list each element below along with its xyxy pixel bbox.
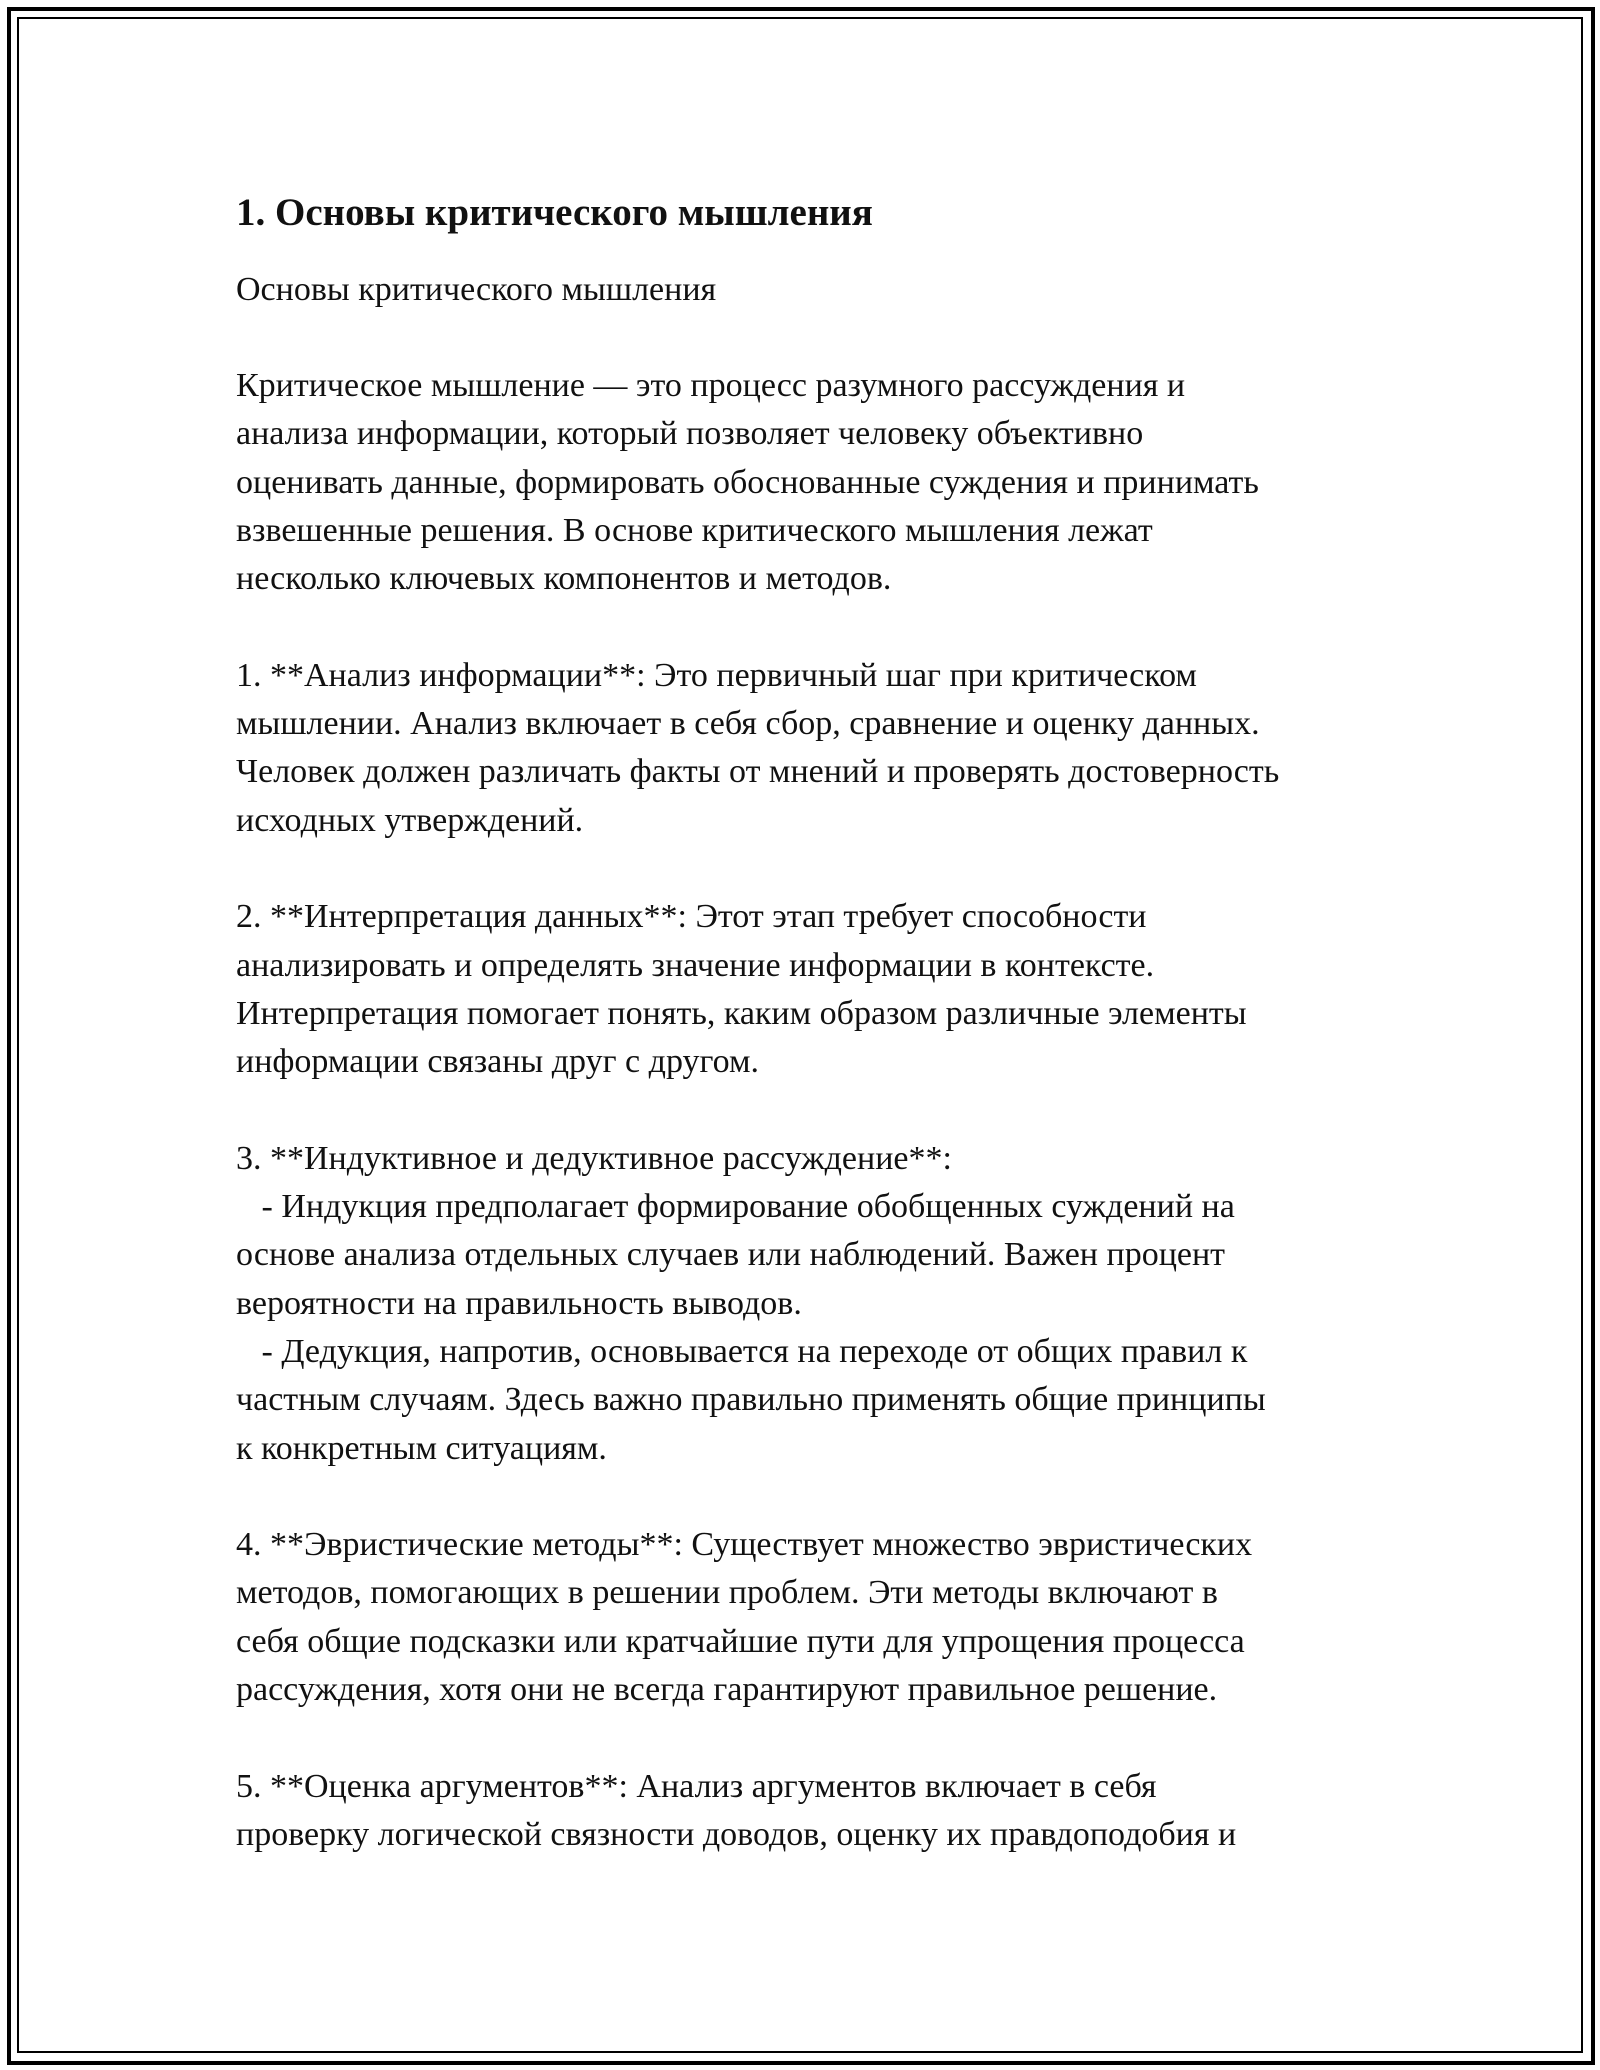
paragraph-heuristics: 4. **Эвристические методы**: Существует множество эвристических методов, помогающих в решении проблем. Эти методы включают в себя общие подсказки или кратчайшие пути для упрощения процесса рассуждения, хотя они не всегда гарантируют правильное решение.	[236, 1526, 1253, 1709]
intro-paragraph: Критическое мышление — это процесс разумного рассуждения и анализа информации, который позволяет человеку объективно оценивать данные, формировать обоснованные суждения и принимать взвешенные решения. В основе критического мышления лежат несколько ключевых компонентов и методов.	[236, 367, 1259, 598]
document-subtitle: Основы критического мышления	[236, 271, 717, 308]
paragraph-analysis: 1. **Анализ информации**: Это первичный шаг при критическом мышлении. Анализ включает в себя сбор, сравнение и оценку данных. Человек должен различать факты от мнений и проверять достоверность исходных утверждений.	[236, 656, 1280, 839]
document-title: 1. Основы критического мышления	[236, 191, 873, 234]
paragraph-reasoning: 3. **Индуктивное и дедуктивное рассуждение**: - Индукция предполагает формирование обобщенных суждений на основе анализа отдельных случаев или наблюдений. Важен процент вероятности на правильность выводов. - Дедукция, напротив, основывается на переходе от общих правил к частным случаям. Здесь важно правильно применять общие принципы к конкретным ситуациям.	[236, 1139, 1266, 1467]
paragraph-arguments: 5. **Оценка аргументов**: Анализ аргументов включает в себя проверку логической связности доводов, оценку их правдоподобия и	[236, 1767, 1237, 1853]
document-body	[236, 184, 1406, 1908]
paragraph-interpretation: 2. **Интерпретация данных**: Этот этап требует способности анализировать и определять значение информации в контексте. Интерпретация помогает понять, каким образом различные элементы информации связаны друг с другом.	[236, 898, 1247, 1081]
